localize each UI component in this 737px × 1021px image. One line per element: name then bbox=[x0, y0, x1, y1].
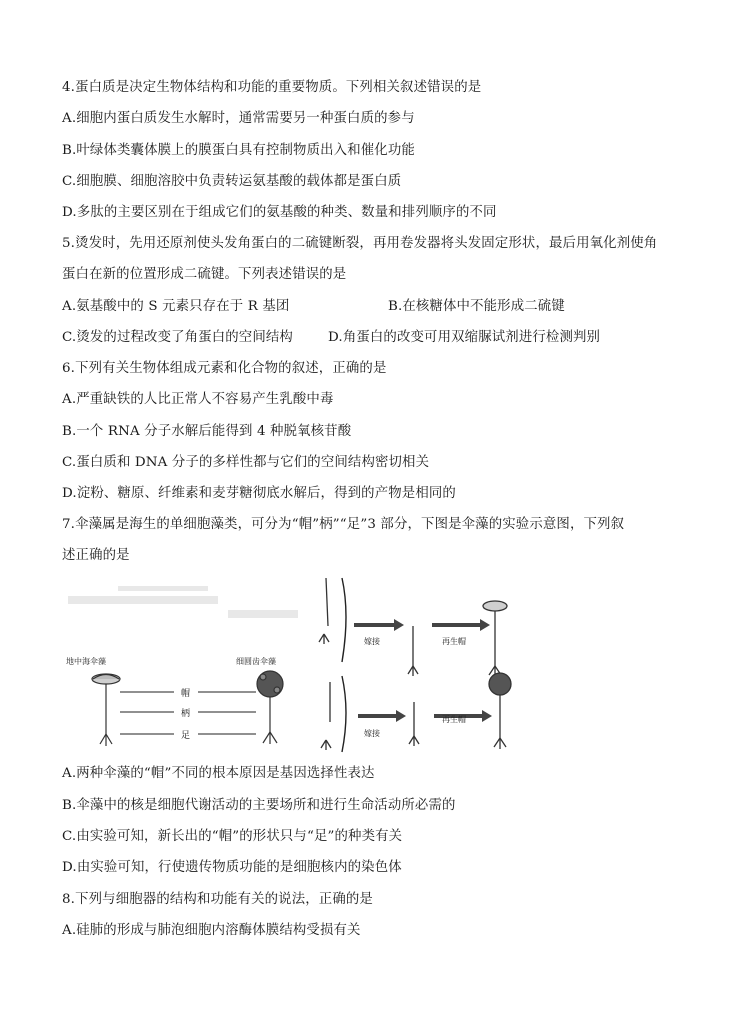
q4-stem: 4.蛋白质是决定生物体结构和功能的重要物质。下列相关叙述错误的是 bbox=[62, 80, 482, 95]
q8-option-a: A.硅肺的形成与肺泡细胞内溶酶体膜结构受损有关 bbox=[62, 923, 361, 938]
q6-option-c: C.蛋白质和 DNA 分子的多样性都与它们的空间结构密切相关 bbox=[62, 455, 430, 470]
q6-stem: 6.下列有关生物体组成元素和化合物的叙述，正确的是 bbox=[62, 361, 387, 376]
q6-option-a: A.严重缺铁的人比正常人不容易产生乳酸中毒 bbox=[62, 392, 334, 407]
q7-option-c: C.由实验可知，新长出的“帽”的形状只与“足”的种类有关 bbox=[62, 829, 403, 844]
q5-option-d: D.角蛋白的改变可用双缩脲试剂进行检测判别 bbox=[328, 330, 601, 345]
q4-option-a: A.细胞内蛋白质发生水解时，通常需要另一种蛋白质的参与 bbox=[62, 111, 415, 126]
bottom-graft-label: 嫁接 bbox=[364, 729, 380, 738]
top-graft-label: 嫁接 bbox=[364, 637, 380, 646]
q5-option-b: B.在核糖体中不能形成二硫键 bbox=[388, 299, 565, 314]
q5-options-cd bbox=[62, 328, 682, 348]
q4-option-c: C.细胞膜、细胞溶胶中负责转运氨基酸的载体都是蛋白质 bbox=[62, 174, 402, 189]
right-algae-label: 细圆齿伞藻 bbox=[236, 657, 276, 666]
q4-option-d: D.多肽的主要区别在于组成它们的氨基酸的种类、数量和排列顺序的不同 bbox=[62, 205, 497, 220]
q5-option-a: A.氨基酸中的 S 元素只存在于 R 基团 bbox=[62, 299, 290, 314]
q6-option-b: B.一个 RNA 分子水解后能得到 4 种脱氧核苷酸 bbox=[62, 424, 352, 439]
umbrella-algae-figure bbox=[58, 566, 538, 756]
q6-option-d: D.淀粉、糖原、纤维素和麦芽糖彻底水解后，得到的产物是相同的 bbox=[62, 486, 456, 501]
q7-option-d: D.由实验可知，行使遗传物质功能的是细胞核内的染色体 bbox=[62, 860, 402, 875]
q5-option-c: C.烫发的过程改变了角蛋白的空间结构 bbox=[62, 330, 293, 345]
q5-stem-line1: 5.烫发时，先用还原剂使头发角蛋白的二硫键断裂，再用卷发器将头发固定形状，最后用氧化剂使角 bbox=[62, 236, 658, 251]
q7-stem-line1: 7.伞藻属是海生的单细胞藻类，可分为“帽”柄”“足”3 部分，下图是伞藻的实验示意图，下列叙 bbox=[62, 517, 625, 532]
q7-stem-line2: 述正确的是 bbox=[62, 548, 130, 563]
top-regen-label: 再生帽 bbox=[442, 637, 466, 646]
q7-option-b: B.伞藻中的核是细胞代谢活动的主要场所和进行生命活动所必需的 bbox=[62, 798, 456, 813]
q4-option-b: B.叶绿体类囊体膜上的膜蛋白具有控制物质出入和催化功能 bbox=[62, 143, 415, 158]
part-foot-label: 足 bbox=[181, 731, 191, 741]
q8-stem: 8.下列与细胞器的结构和功能有关的说法，正确的是 bbox=[62, 892, 373, 907]
q5-stem-line2: 蛋白在新的位置形成二硫键。下列表述错误的是 bbox=[62, 267, 347, 282]
q5-options-ab bbox=[62, 297, 682, 317]
part-cap-label: 帽 bbox=[181, 689, 191, 699]
q7-option-a: A.两种伞藻的“帽”不同的根本原因是基因选择性表达 bbox=[62, 766, 375, 781]
part-stalk-label: 柄 bbox=[181, 709, 191, 719]
left-algae-label: 地中海伞藻 bbox=[66, 657, 106, 666]
bottom-regen-label: 再生帽 bbox=[442, 715, 466, 724]
